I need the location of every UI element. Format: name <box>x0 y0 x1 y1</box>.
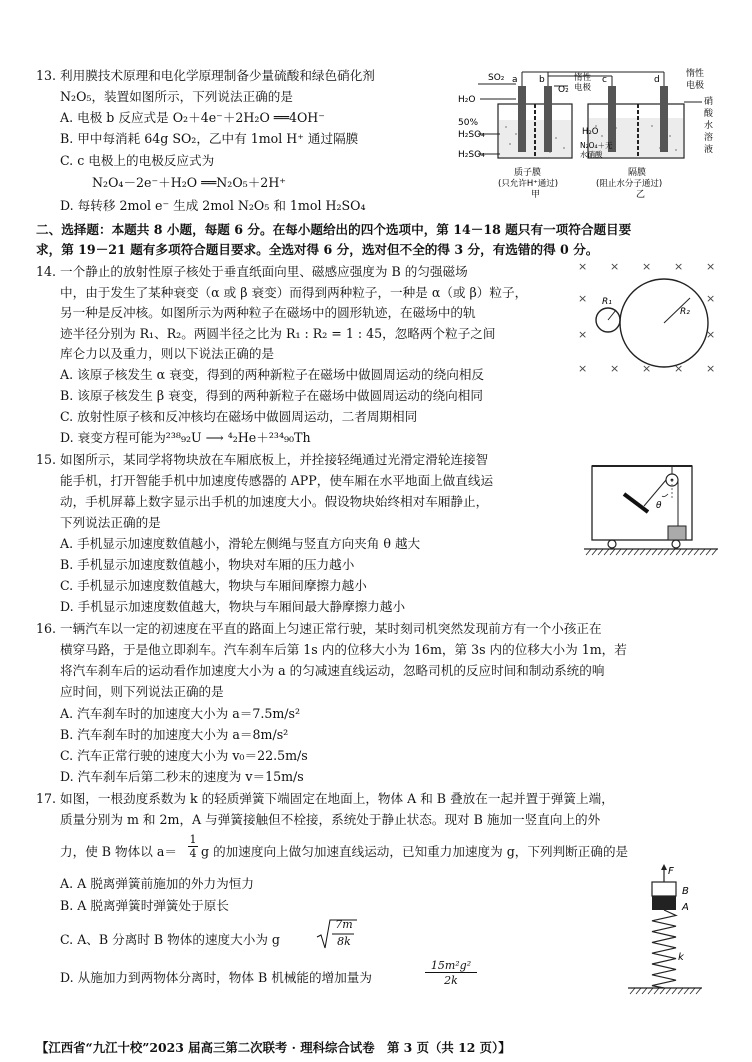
ground-hatch <box>648 988 653 994</box>
field-cross-mark: × <box>642 260 652 273</box>
cell-yi-label: 乙 <box>636 190 646 200</box>
nitric-label-5: 液 <box>704 145 714 155</box>
diaphragm-label: 隔膜 <box>628 168 647 178</box>
inert-electrode-left-1: 惰性 <box>574 73 592 83</box>
n2o4-label-2: 水硝酸 <box>580 150 603 159</box>
nitric-label-2: 酸 <box>704 109 714 119</box>
q16-option-d: D. 汽车刹车后第二秒末的速度为 v＝15m/s <box>60 769 304 784</box>
o2-label: O₂ <box>558 85 569 95</box>
ground-hatch <box>712 549 717 555</box>
ground-hatch <box>616 549 621 555</box>
ground-hatch <box>690 988 695 994</box>
q17-d-fraction-numerator: 15m²g² <box>425 960 477 973</box>
q17-fraction-numerator: 1 <box>189 833 197 846</box>
n2o4-label-1: N₂O₄＋无 <box>580 141 613 150</box>
q15-stem-line2: 能手机，打开智能手机中加速度传感器的 APP，使车厢在水平地面上做直线运 <box>60 473 494 488</box>
q16-stem-line3: 将汽车刹车后的运动看作加速度大小为 a 的匀减速直线运动，忽略司机的反应时间和制动系统的响 <box>60 663 605 678</box>
ground-hatch <box>598 549 603 555</box>
field-cross-mark: × <box>642 362 652 375</box>
nitric-label-3: 水 <box>704 121 714 131</box>
h2o-mid-label: H₂O <box>582 127 599 137</box>
electrode-b-label: b <box>539 75 545 85</box>
theta-label: θ <box>656 501 662 511</box>
q16-option-b: B. 汽车刹车时的加速度大小为 a＝8m/s² <box>60 727 289 742</box>
ground-hatch <box>688 549 693 555</box>
q17-stem-line2: 质量分别为 m 和 2m，A 与弹簧接触但不栓接，系统处于静止状态。现对 B 施加一竖直向上的外 <box>60 812 601 827</box>
ground-hatch <box>666 988 671 994</box>
spring-k-label: k <box>678 952 684 963</box>
field-cross-mark: × <box>578 328 588 341</box>
q15-stem-line1: 15. 如图所示，某同学将物块放在车厢底板上，并拴接轻绳通过光滑定滑轮连接智 <box>36 452 489 467</box>
q15-option-b: B. 手机显示加速度数值越小，物块对车厢的压力越小 <box>60 557 355 572</box>
q16-stem-line1: 16. 一辆汽车以一定的初速度在平直的路面上匀速正常行驶，某时刻司机突然发现前方有一个小孩正在 <box>36 621 602 636</box>
ground-hatch <box>676 549 681 555</box>
ground-hatch <box>628 549 633 555</box>
block-b-label: B <box>682 886 689 897</box>
q15-option-c: C. 手机显示加速度数值越大，物块与车厢间摩擦力越小 <box>60 578 367 593</box>
q17-stem-line1: 17. 如图，一根劲度系数为 k 的轻质弹簧下端固定在地面上，物体 A 和 B 叠放在一起并置于弹簧上端， <box>36 791 614 806</box>
q16-stem-line2: 横穿马路，于是他立即刹车。汽车刹车后第 1s 内的位移大小为 16m，第 3s 内的位移大小为 1m，若 <box>60 642 627 657</box>
q13-electrochem-diagram <box>456 62 722 212</box>
proton-membrane-note: (只允许H⁺通过) <box>498 179 559 189</box>
q13-option-c: C. c 电极上的电极反应式为 <box>60 153 215 168</box>
electrode-a-label: a <box>512 75 518 85</box>
ground-hatch <box>636 988 641 994</box>
ground-hatch <box>684 988 689 994</box>
proton-membrane-label: 质子膜 <box>514 168 542 178</box>
field-cross-mark: × <box>578 292 588 305</box>
q13-option-c-equation: N₂O₄－2e⁻＋H₂O ══N₂O₅＋2H⁺ <box>92 175 286 190</box>
section2-instructions-line2: 求，第 19－21 题有多项符合题目要求。全选对得 6 分，选对但不全的得 3 分，有选错的得 0 分。 <box>36 242 599 257</box>
inert-electrode-left-2: 电极 <box>574 83 592 93</box>
q13-stem-line1: 13. 利用膜技术原理和电化学原理制备少量硫酸和绿色硝化剂 <box>36 68 375 83</box>
ground-hatch <box>646 549 651 555</box>
q13-option-a: A. 电极 b 反应式是 O₂＋4e⁻＋2H₂O ══4OH⁻ <box>60 110 325 125</box>
r2-label: R₂ <box>680 307 690 317</box>
h2so4-label-2: H₂SO₄ <box>458 150 485 160</box>
block-a-label: A <box>682 902 689 913</box>
q17-spring-diagram <box>626 862 706 998</box>
page-footer: 【江西省“九江十校”2023 届高三第二次联考 · 理科综合试卷 第 3 页（共 12 页）】 <box>36 1040 511 1055</box>
field-cross-mark: × <box>674 362 684 375</box>
so2-label: SO₂ <box>488 73 505 83</box>
q14-option-b: B. 该原子核发生 β 衰变，得到的两种新粒子在磁场中做圆周运动的绕向相同 <box>60 388 483 403</box>
ground-hatch <box>610 549 615 555</box>
cell-jia-label: 甲 <box>531 190 541 200</box>
force-f-label: F <box>668 866 674 877</box>
electrode-d-label: d <box>654 75 660 85</box>
q16-option-a: A. 汽车刹车时的加速度大小为 a＝7.5m/s² <box>60 706 301 721</box>
q15-stem-line4: 下列说法正确的是 <box>60 515 161 530</box>
ground-hatch <box>670 549 675 555</box>
h2o-inlet-label: H₂O <box>458 95 476 105</box>
q17-option-a: A. A 脱离弹簧前施加的外力为恒力 <box>60 876 254 891</box>
ground-hatch <box>604 549 609 555</box>
r1-label: R₁ <box>602 297 612 307</box>
q14-stem-line4: 迹半径分别为 R₁、R₂。两圆半径之比为 R₁ : R₂ = 1 : 45，忽略两个粒子之间 <box>60 326 496 341</box>
ground-hatch <box>642 988 647 994</box>
field-cross-mark: × <box>610 362 620 375</box>
field-cross-mark: × <box>610 260 620 273</box>
q13-option-d: D. 每转移 2mol e⁻ 生成 2mol N₂O₅ 和 1mol H₂SO₄ <box>60 198 366 213</box>
q14-stem-line2: 中，由于发生了某种衰变（α 或 β 衰变）而得到两种粒子，一种是 α（或 β）粒子， <box>60 285 528 300</box>
nitric-label-4: 溶 <box>704 133 714 143</box>
ground-hatch <box>658 549 663 555</box>
field-cross-mark: × <box>578 260 588 273</box>
section2-instructions-line1: 二、选择题：本题共 8 小题，每题 6 分。在每小题给出的四个选项中，第 14－18 题只有一项符合题目要 <box>36 222 632 237</box>
ground-hatch <box>654 988 659 994</box>
ground-hatch <box>678 988 683 994</box>
q13-option-b: B. 甲中每消耗 64g SO₂，乙中有 1mol H⁺ 通过隔膜 <box>60 131 359 146</box>
q14-option-c: C. 放射性原子核和反冲核均在磁场中做圆周运动，二者周期相同 <box>60 409 418 424</box>
field-cross-mark: × <box>706 362 716 375</box>
concentration-label: 50% <box>458 118 479 128</box>
ground-hatch <box>664 549 669 555</box>
q17-option-b: B. A 脱离弹簧时弹簧处于原长 <box>60 898 229 913</box>
ground-hatch <box>672 988 677 994</box>
inert-electrode-right-1: 惰性 <box>686 69 705 79</box>
q17-radical-numerator: 7m <box>335 918 353 931</box>
ground-hatch <box>700 549 705 555</box>
q17-d-fraction-denominator: 2k <box>444 974 458 987</box>
q17-radical-denominator: 8k <box>337 935 351 948</box>
q14-option-a: A. 该原子核发生 α 衰变，得到的两种新粒子在磁场中做圆周运动的绕向相反 <box>60 367 485 382</box>
h2so4-label-1: H₂SO₄ <box>458 130 485 140</box>
q17-stem-line3-part1: 力，使 B 物体以 a＝ <box>60 844 177 859</box>
ground-hatch <box>630 988 635 994</box>
ground-hatch <box>660 988 665 994</box>
q16-option-c: C. 汽车正常行驶的速度大小为 v₀＝22.5m/s <box>60 748 308 763</box>
q17-fraction-denominator: 4 <box>189 847 197 860</box>
q15-option-d: D. 手机显示加速度数值越大，物块与车厢间最大静摩擦力越小 <box>60 599 406 614</box>
q15-stem-line3: 动，手机屏幕上数字显示出手机的加速度大小。假设物块始终相对车厢静止， <box>60 494 489 509</box>
ground-hatch <box>586 549 591 555</box>
q16-stem-line4: 应时间，则下列说法正确的是 <box>60 684 224 699</box>
field-cross-mark: × <box>674 260 684 273</box>
q14-stem-line3: 另一种是反冲核。如图所示为两种粒子在磁场中的圆形轨迹，在磁场中的轨 <box>60 305 476 320</box>
field-cross-mark: × <box>706 260 716 273</box>
q13-stem-line2: N₂O₅，装置如图所示，下列说法正确的是 <box>60 89 293 104</box>
ground-hatch <box>706 549 711 555</box>
ground-hatch <box>634 549 639 555</box>
ground-hatch <box>696 988 701 994</box>
nitric-label-1: 硝 <box>704 97 714 107</box>
ground-hatch <box>694 549 699 555</box>
q15-cart-diagram <box>584 460 722 560</box>
q14-stem-line5: 库仑力以及重力，则以下说法正确的是 <box>60 346 275 361</box>
q15-option-a: A. 手机显示加速度数值越小，滑轮左侧绳与竖直方向夹角 θ 越大 <box>60 536 421 551</box>
ground-hatch <box>622 549 627 555</box>
q17-option-d: D. 从施加力到两物体分离时，物体 B 机械能的增加量为 <box>60 970 372 985</box>
q14-option-d: D. 衰变方程可能为²³⁸₉₂U ⟶ ⁴₂He＋²³⁴₉₀Th <box>60 430 311 445</box>
diaphragm-note: (阻止水分子通过) <box>596 179 663 189</box>
ground-hatch <box>640 549 645 555</box>
q14-magnetic-field-diagram <box>572 258 722 386</box>
ground-hatch <box>652 549 657 555</box>
inert-electrode-right-2: 电极 <box>686 81 705 91</box>
ground-hatch <box>592 549 597 555</box>
q14-stem-line1: 14. 一个静止的放射性原子核处于垂直纸面向里、磁感应强度为 B 的匀强磁场 <box>36 264 468 279</box>
electrode-c-label: c <box>602 75 607 85</box>
field-cross-mark: × <box>578 362 588 375</box>
q17-option-c: C. A、B 分离时 B 物体的速度大小为 g <box>60 932 280 947</box>
field-cross-mark: × <box>706 292 716 305</box>
q17-stem-line3-part2: g 的加速度向上做匀加速直线运动，已知重力加速度为 g，下列判断正确的是 <box>201 844 629 859</box>
ground-hatch <box>682 549 687 555</box>
field-cross-mark: × <box>706 328 716 341</box>
